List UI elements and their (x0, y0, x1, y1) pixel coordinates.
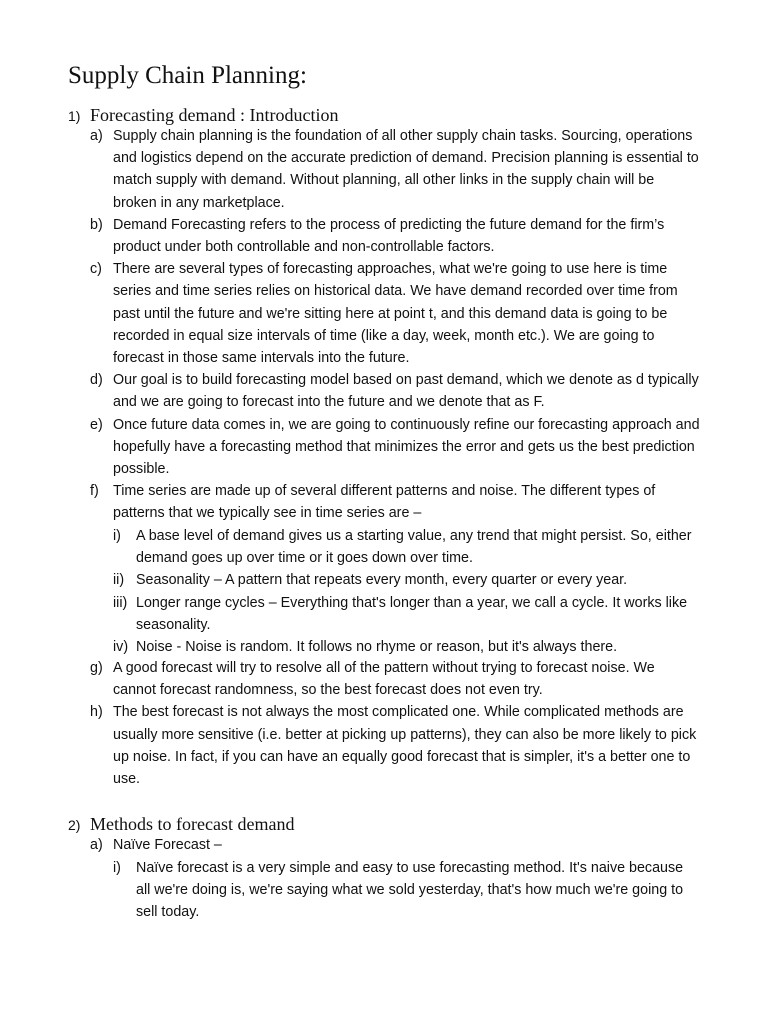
list-item-text: A good forecast will try to resolve all of the pattern without trying to forecast noise. We cannot forecast randomness, so the best forecast does not even try. (113, 660, 655, 699)
list-item (0, 701, 700, 790)
sublist-item (0, 636, 700, 658)
list-item (0, 657, 700, 701)
sublist-item-text: Noise - Noise is random. It follows no rhyme or reason, but it's always there. (136, 639, 618, 656)
list-item-text: Demand Forecasting refers to the process of predicting the future demand for the firm’s product under both controllable and non-controllable factors. (113, 216, 665, 256)
list-marker: b) (90, 216, 103, 233)
list-marker: d) (90, 372, 103, 389)
sublist-marker: i) (113, 860, 121, 876)
sublist-marker: i) (113, 528, 121, 544)
sublist-item-text: Seasonality – A pattern that repeats every month, every quarter or every year. (136, 572, 628, 589)
list-marker: a) (90, 837, 103, 853)
section-number: 1) (68, 108, 81, 124)
list-item-text: Our goal is to build forecasting model based on past demand, which we denote as d typically and we are going to forecast into the future and we denote that as F. (113, 372, 699, 411)
list-item-text: Time series are made up of several different patterns and noise. The different types of patterns that we typically see in time series are – (113, 483, 656, 522)
section-1-list-continued (0, 657, 700, 790)
list-marker: c) (90, 261, 102, 278)
list-marker: f) (90, 483, 99, 500)
section-number: 2) (68, 817, 81, 833)
sublist-marker: ii) (113, 572, 125, 589)
list-item-text: Naïve Forecast – (113, 837, 222, 853)
sublist-item (0, 857, 700, 924)
list-item (0, 480, 700, 524)
section-heading-text: Forecasting demand : Introduction (90, 105, 339, 125)
sublist-item-text: Naïve forecast is a very simple and easy to use forecasting method. It's naive because all we're doing is, we're saying what we sold yesterday, that's how much we're going to sell today. (136, 860, 684, 921)
list-item-text: Supply chain planning is the foundation of all other supply chain tasks. Sourcing, operations and logistics depend on the accurate prediction of demand. Precision planning is essential to match supply with demand. Without planning, all other links in the supply chain will be broken in any marketplace. (113, 128, 699, 211)
list-item (0, 125, 700, 214)
list-marker: h) (90, 704, 103, 721)
sublist-item (0, 569, 700, 591)
list-item (0, 258, 700, 369)
section-heading-methods (68, 813, 294, 836)
section-1-list (0, 125, 700, 525)
list-item-text: There are several types of forecasting approaches, what we're going to use here is time series and time series relies on historical data. We have demand recorded over time from past until the future and we're sitting here at point t, and this demand data is going to be recorded in equal size intervals of time (like a day, week, month etc.). We are going to forecast in those same intervals into the future. (113, 261, 678, 367)
section-heading-text: Methods to forecast demand (90, 814, 295, 834)
list-item (0, 414, 700, 481)
sublist-item-text: A base level of demand gives us a starting value, any trend that might persist. So, either demand goes up over time or it goes down over time. (136, 528, 692, 567)
list-item-text: The best forecast is not always the most complicated one. While complicated methods are usually more sensitive (i.e. better at picking up patterns), they can also be more likely to pick up noise. In fact, if you can have an equally good forecast that is simpler, it's a better one to use. (113, 704, 697, 788)
list-item (0, 834, 700, 856)
sublist-item (0, 592, 700, 636)
sublist-marker: iv) (113, 639, 129, 656)
list-marker: e) (90, 416, 103, 433)
section-2-list (0, 834, 700, 856)
patterns-sublist (0, 525, 700, 658)
list-item (0, 214, 700, 258)
list-marker: g) (90, 660, 103, 676)
sublist-item-text: Longer range cycles – Everything that's longer than a year, we call a cycle. It works like seasonality. (136, 594, 688, 633)
sublist-item (0, 525, 700, 569)
section-heading-forecasting-demand (68, 104, 338, 127)
sublist-marker: iii) (113, 594, 128, 611)
naive-forecast-sublist (0, 857, 700, 924)
list-item-text: Once future data comes in, we are going to continuously refine our forecasting approach and hopefully have a forecasting method that minimizes the error and gets us the best prediction possible. (113, 416, 700, 478)
list-item (0, 369, 700, 413)
document-title: Supply Chain Planning: (68, 62, 307, 89)
list-marker: a) (90, 128, 103, 144)
